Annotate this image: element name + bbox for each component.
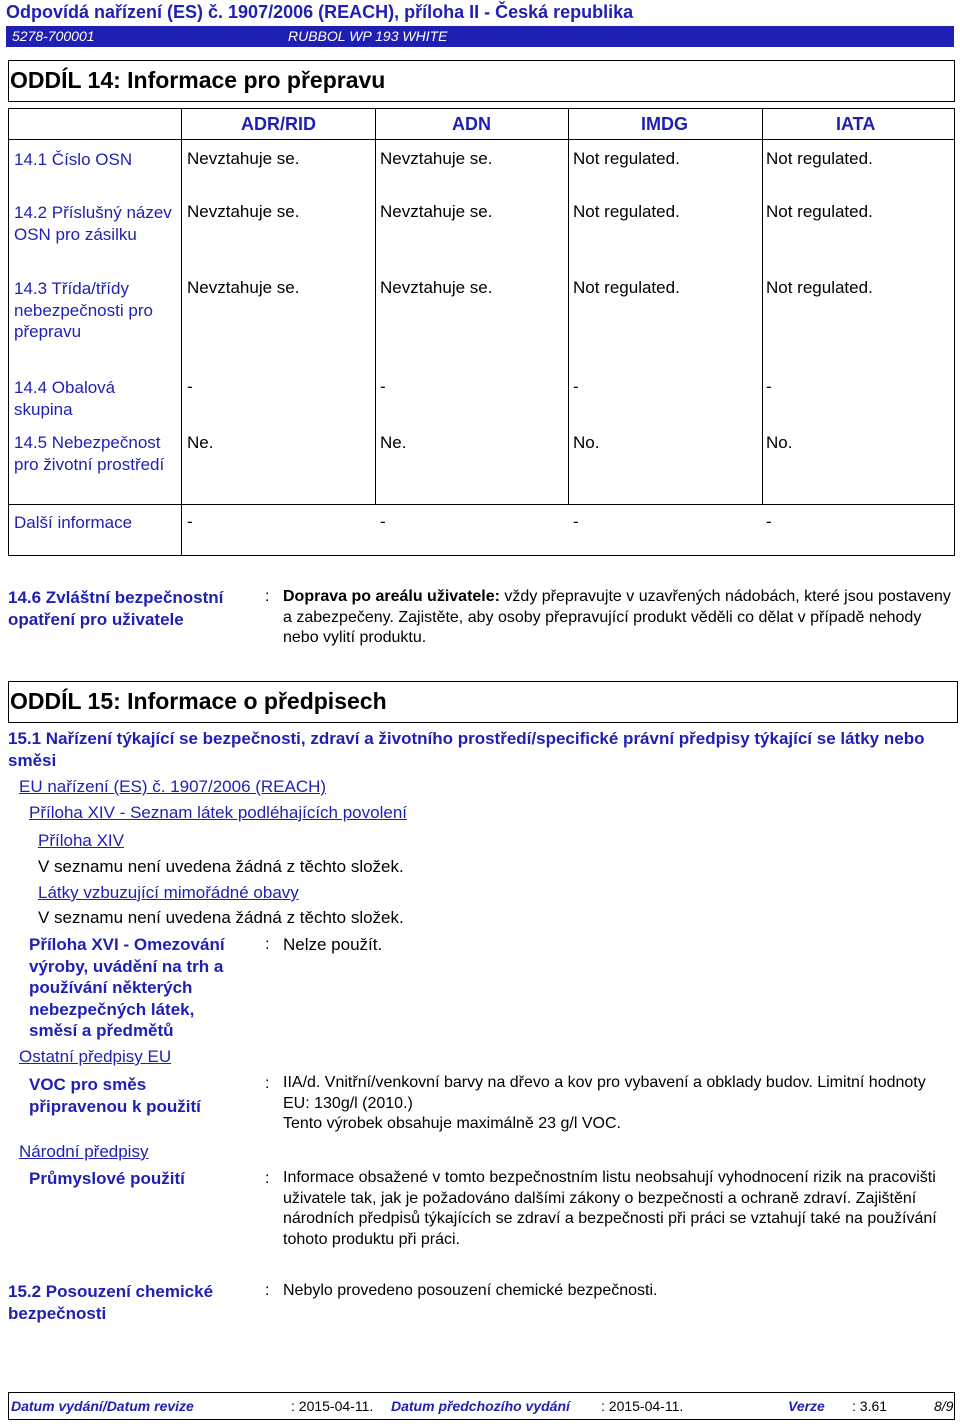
column-header: IMDG	[641, 114, 688, 134]
document-title: Odpovídá nařízení (ES) č. 1907/2006 (REACH), příloha II - Česká republika	[6, 2, 634, 22]
annex14-title: Příloha XIV - Seznam látek podléhajících povolení	[29, 803, 407, 822]
version-label: Verze	[788, 1398, 825, 1414]
column-header: IATA	[836, 114, 876, 134]
row-label: 14.3 Třída/třídy nebezpečnosti pro přepravu	[14, 279, 153, 341]
table-cell: Nevztahuje se.	[187, 149, 300, 168]
table-cell: -	[187, 512, 193, 531]
s146-text	[283, 587, 953, 649]
colon: :	[265, 1170, 270, 1187]
table-cell: Not regulated.	[766, 149, 873, 168]
table-cell: Not regulated.	[573, 149, 680, 168]
annex14-heading: Příloha XIV	[38, 831, 124, 850]
table-cell: -	[766, 512, 772, 531]
table-cell: -	[573, 377, 579, 396]
table-cell: -	[380, 512, 386, 531]
table-cell: Not regulated.	[766, 278, 873, 297]
table-cell: No.	[766, 433, 793, 452]
table-cell: Nevztahuje se.	[187, 278, 300, 297]
national-heading: Národní předpisy	[19, 1142, 149, 1161]
colon: :	[265, 1282, 270, 1299]
column-header: ADR/RID	[241, 114, 316, 134]
section15-title: ODDÍL 15: Informace o předpisech	[10, 688, 387, 714]
page-number: 8/9	[934, 1398, 954, 1414]
table-cell: Ne.	[380, 433, 407, 452]
header-bar	[6, 26, 954, 47]
annex17-label: Příloha XVI - Omezování výroby, uvádění na trh a používání některých nebezpečných látek, směsí a předmětů	[29, 935, 225, 1040]
table-cell: -	[380, 377, 386, 396]
other-eu-heading: Ostatní předpisy EU	[19, 1047, 172, 1066]
s146-label: 14.6 Zvláštní bezpečnostní opatření pro uživatele	[8, 588, 224, 629]
s152-label: 15.2 Posouzení chemické bezpečnosti	[8, 1282, 214, 1323]
row-label: 14.1 Číslo OSN	[14, 150, 133, 169]
previous-date-label: Datum předchozího vydání	[391, 1398, 570, 1414]
s152-text: Nebylo provedeno posouzení chemické bezpečnosti.	[283, 1282, 658, 1299]
footer	[8, 1392, 955, 1420]
table-cell: Nevztahuje se.	[187, 202, 300, 221]
table-cell: Not regulated.	[573, 278, 680, 297]
issue-date-value: : 2015-04-11.	[291, 1398, 374, 1414]
colon: :	[265, 936, 270, 953]
voc-text-line1: IIA/d. Vnitřní/venkovní barvy na dřevo a kov pro vybavení a obklady budov. Limitní hodnoty EU: 130g/l (2010.)	[283, 1074, 926, 1112]
annex14-text: V seznamu není uvedena žádná z těchto složek.	[38, 857, 404, 876]
table-cell: Not regulated.	[573, 202, 680, 221]
industrial-label: Průmyslové použití	[29, 1169, 185, 1188]
row-label: 14.2 Příslušný název OSN pro zásilku	[14, 203, 172, 244]
colon: :	[265, 588, 270, 605]
s146-body: vždy přepravujte v uzavřených nádobách, které jsou postaveny a zabezpečeny. Zajistěte, aby osoby přepravující produkt věděli co dělat v případě nehody nebo vylití produktu.	[283, 588, 951, 646]
voc-text	[283, 1073, 953, 1135]
svhc-text: V seznamu není uvedena žádná z těchto složek.	[38, 908, 404, 927]
table-cell: -	[187, 377, 193, 396]
table-cell: -	[573, 512, 579, 531]
row-label: Další informace	[14, 513, 133, 532]
product-code: 5278-700001	[12, 28, 95, 44]
annex17-value: Nelze použít.	[283, 935, 383, 954]
row-label: 14.5 Nebezpečnost pro životní prostředí	[14, 433, 165, 474]
table-cell: Nevztahuje se.	[380, 202, 493, 221]
voc-label: VOC pro směs připravenou k použití	[29, 1075, 201, 1116]
transport-table	[8, 108, 955, 556]
issue-date-label: Datum vydání/Datum revize	[11, 1398, 194, 1414]
version-value: : 3.61	[852, 1398, 888, 1414]
table-cell: Nevztahuje se.	[380, 278, 493, 297]
voc-text-line2: Tento výrobek obsahuje maximálně 23 g/l VOC.	[283, 1115, 621, 1132]
industrial-text: Informace obsažené v tomto bezpečnostním listu neobsahují vyhodnocení rizik na pracovišti uživatele tak, jak je požadováno dalšími zákony o bezpečnosti a ochraně zdraví. Zajištění národních předpisů týkajících se zdraví a bezpečnosti při práci se vztahují také na používání tohoto produktu při práci.	[283, 1169, 937, 1248]
table-cell: -	[766, 377, 772, 396]
s146-lead: Doprava po areálu uživatele:	[283, 588, 500, 605]
row-label: 14.4 Obalová skupina	[14, 378, 116, 419]
product-name: RUBBOL WP 193 WHITE	[288, 28, 448, 44]
section14-title: ODDÍL 14: Informace pro přepravu	[10, 67, 386, 93]
table-cell: Not regulated.	[766, 202, 873, 221]
column-header: ADN	[452, 114, 491, 134]
s151-label: 15.1 Nařízení týkající se bezpečnosti, zdraví a životního prostředí/specifické právní předpisy týkající se látky nebo směsi	[8, 729, 925, 770]
table-cell: No.	[573, 433, 600, 452]
eu-reach-heading: EU nařízení (ES) č. 1907/2006 (REACH)	[19, 777, 327, 796]
svhc-heading: Látky vzbuzující mimořádné obavy	[38, 883, 299, 902]
previous-date-value: : 2015-04-11.	[601, 1398, 684, 1414]
table-cell: Nevztahuje se.	[380, 149, 493, 168]
colon: :	[265, 1075, 270, 1092]
table-cell: Ne.	[187, 433, 214, 452]
